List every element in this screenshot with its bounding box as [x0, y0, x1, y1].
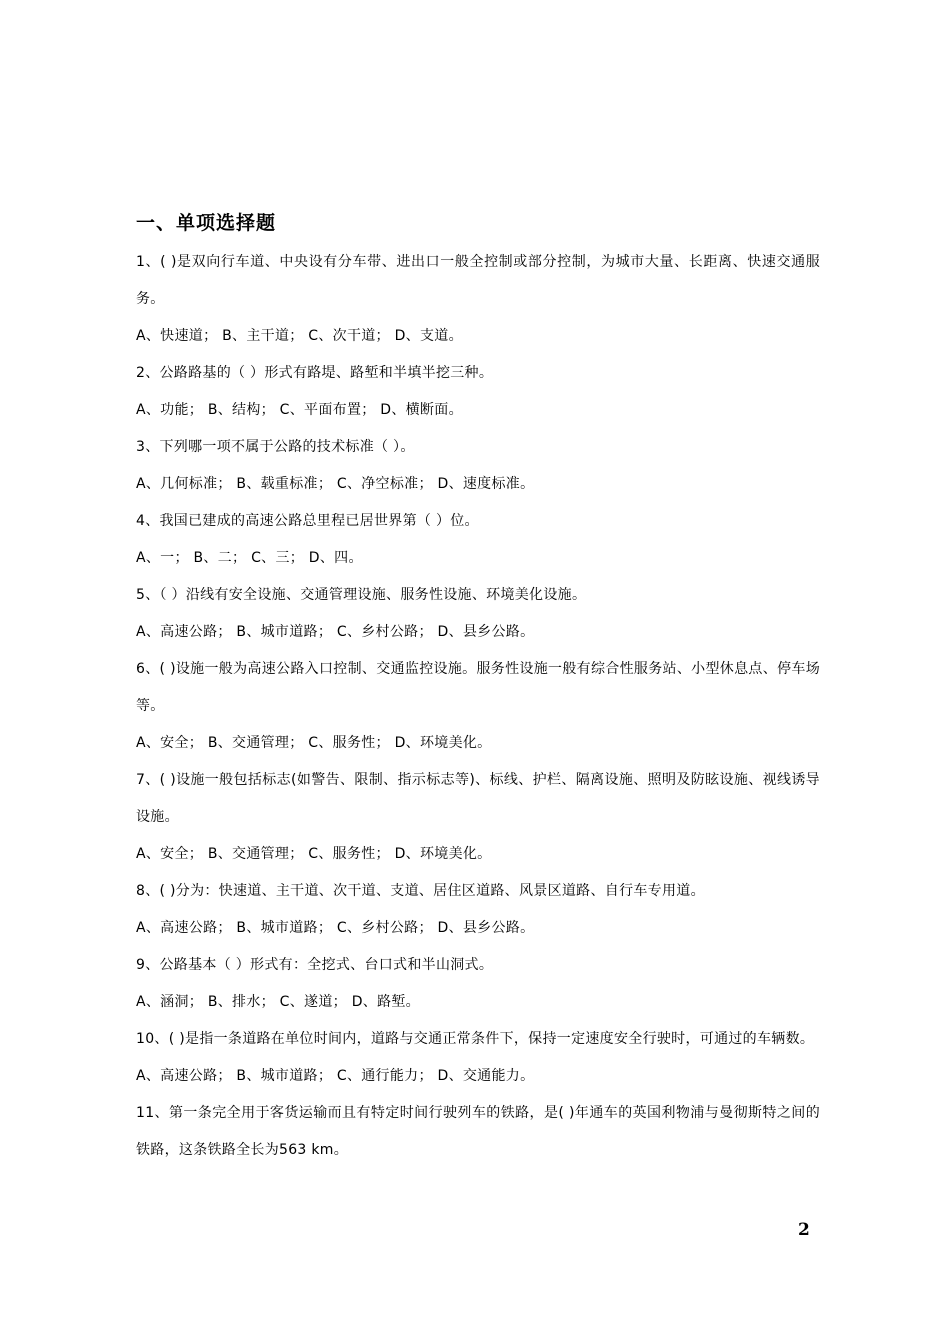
question-options: A、功能； B、结构； C、平面布置； D、横断面。: [136, 402, 463, 418]
question-options: A、高速公路； B、城市道路； C、通行能力； D、交通能力。: [136, 1068, 535, 1084]
question-stem: 7、( )设施一般包括标志(如警告、限制、指示标志等)、标线、护栏、隔离设施、照明及防眩设施、视线诱导设施。: [136, 772, 820, 825]
question-options: A、高速公路； B、城市道路； C、乡村公路； D、县乡公路。: [136, 920, 535, 936]
question-stem: 2、公路路基的（ ）形式有路堤、路堑和半填半挖三种。: [136, 365, 494, 381]
question-options: A、快速道； B、主干道； C、次干道； D、支道。: [136, 328, 463, 344]
question-options: A、安全； B、交通管理； C、服务性； D、环境美化。: [136, 846, 492, 862]
question-options: A、安全； B、交通管理； C、服务性； D、环境美化。: [136, 735, 492, 751]
question-stem: 5、（ ）沿线有安全设施、交通管理设施、服务性设施、环境美化设施。: [136, 587, 587, 603]
question-options: A、一； B、二； C、三； D、四。: [136, 550, 363, 566]
question-stem: 1、( )是双向行车道、中央设有分车带、进出口一般全控制或部分控制，为城市大量、长距离、快速交通服务。: [136, 254, 820, 307]
question-stem: 3、下列哪一项不属于公路的技术标准（ ）。: [136, 439, 415, 455]
question-section: [136, 208, 820, 1169]
page-number: 2: [798, 1220, 810, 1240]
question-stem: 10、( )是指一条道路在单位时间内，道路与交通正常条件下，保持一定速度安全行驶时，可通过的车辆数。: [136, 1031, 815, 1047]
question-stem: 4、我国已建成的高速公路总里程已居世界第（ ）位。: [136, 513, 479, 529]
question-options: A、几何标准； B、载重标准； C、净空标准； D、速度标准。: [136, 476, 535, 492]
question-stem: 8、( )分为：快速道、主干道、次干道、支道、居住区道路、风景区道路、自行车专用道。: [136, 883, 705, 899]
question-stem: 11、第一条完全用于客货运输而且有特定时间行驶列车的铁路，是( )年通车的英国利物浦与曼彻斯特之间的铁路，这条铁路全长为563 km。: [136, 1105, 820, 1158]
question-stem: 6、( )设施一般为高速公路入口控制、交通监控设施。服务性设施一般有综合性服务站、小型休息点、停车场等。: [136, 661, 820, 714]
question-stem: 9、公路基本（ ）形式有：全挖式、台口式和半山洞式。: [136, 957, 494, 973]
question-options: A、高速公路； B、城市道路； C、乡村公路； D、县乡公路。: [136, 624, 535, 640]
section-title: 一、单项选择题: [136, 212, 277, 234]
question-options: A、涵洞； B、排水； C、遂道； D、路堑。: [136, 994, 420, 1010]
